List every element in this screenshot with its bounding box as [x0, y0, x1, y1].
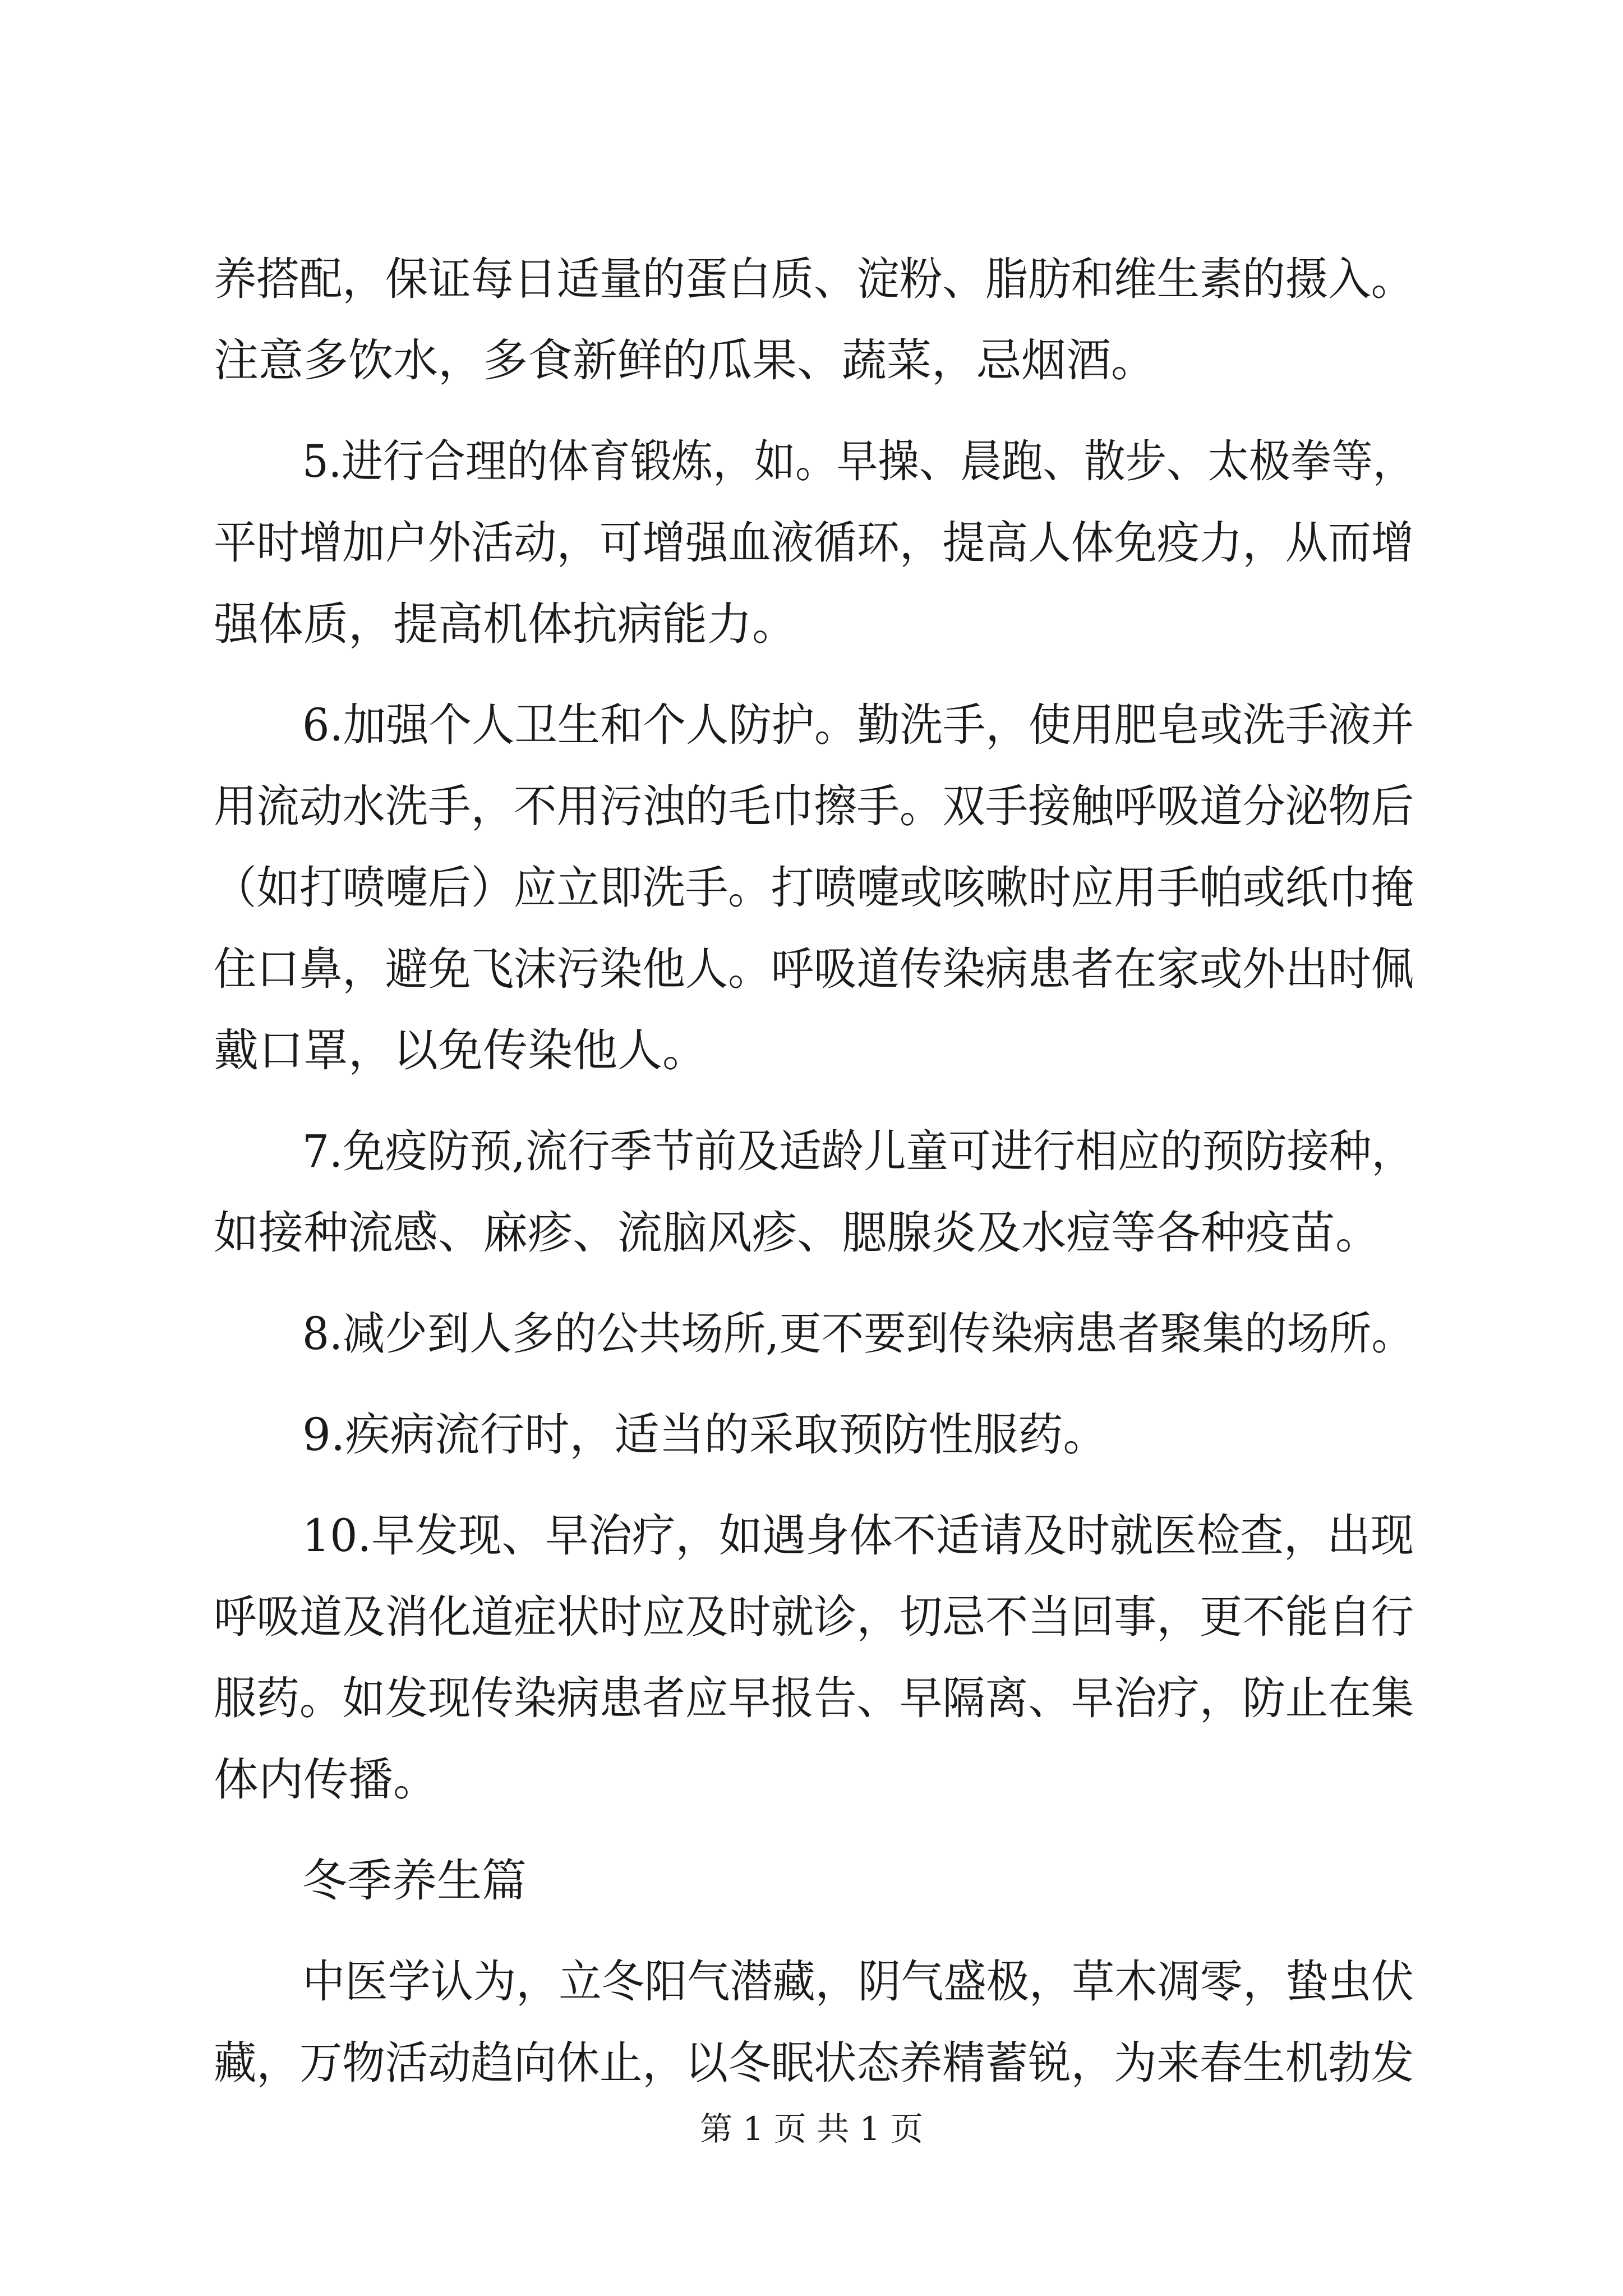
paragraph-line: 中医学认为，立冬阳气潜藏，阴气盛极，草木凋零，蛰虫伏	[302, 1955, 1414, 2008]
page-number-footer: 第 1 页 共 1 页	[700, 2110, 923, 2148]
paragraph-line: 注意多饮水，多食新鲜的瓜果、蔬菜，忌烟酒。	[214, 334, 1156, 386]
paragraph-line: 养搭配，保证每日适量的蛋白质、淀粉、脂肪和维生素的摄入。	[214, 253, 1414, 305]
paragraph-line: 如接种流感、麻疹、流脑风疹、腮腺炎及水痘等各种疫苗。	[214, 1207, 1380, 1259]
section-heading: 冬季养生篇	[302, 1855, 527, 1907]
paragraph-line: 7.免疫防预,流行季节前及适龄儿童可进行相应的预防接种，	[302, 1125, 1414, 1177]
paragraph-line: 平时增加户外活动，可增强血液循环，提高人体免疫力，从而增	[214, 517, 1414, 569]
paragraph-line: 戴口罩，以免传染他人。	[214, 1024, 707, 1076]
paragraph-line: （如打喷嚏后）应立即洗手。打喷嚏或咳嗽时应用手帕或纸巾掩	[214, 862, 1414, 914]
paragraph-line: 体内传播。	[214, 1754, 438, 1806]
paragraph-line: 藏，万物活动趋向休止，以冬眠状态养精蓄锐，为来春生机勃发	[214, 2037, 1414, 2089]
paragraph-line: 强体质，提高机体抗病能力。	[214, 598, 797, 650]
paragraph-line: 10.早发现、早治疗，如遇身体不适请及时就医检查，出现	[302, 1510, 1414, 1562]
paragraph-line: 服药。如发现传染病患者应早报告、早隔离、早治疗，防止在集	[214, 1672, 1414, 1724]
paragraph-line: 6.加强个人卫生和个人防护。勤洗手，使用肥皂或洗手液并	[302, 699, 1414, 751]
paragraph-line: 呼吸道及消化道症状时应及时就诊，切忌不当回事，更不能自行	[214, 1591, 1414, 1643]
paragraph-line: 9.疾病流行时，适当的采取预防性服药。	[302, 1409, 1108, 1461]
paragraph-line: 5.进行合理的体育锻炼，如。早操、晨跑、散步、太极拳等，	[302, 435, 1414, 487]
paragraph-line: 8.减少到人多的公共场所,更不要到传染病患者聚集的场所。	[302, 1308, 1414, 1360]
paragraph-line: 用流动水洗手，不用污浊的毛巾擦手。双手接触呼吸道分泌物后	[214, 780, 1414, 832]
paragraph-line: 住口鼻，避免飞沫污染他人。呼吸道传染病患者在家或外出时佩	[214, 943, 1414, 995]
